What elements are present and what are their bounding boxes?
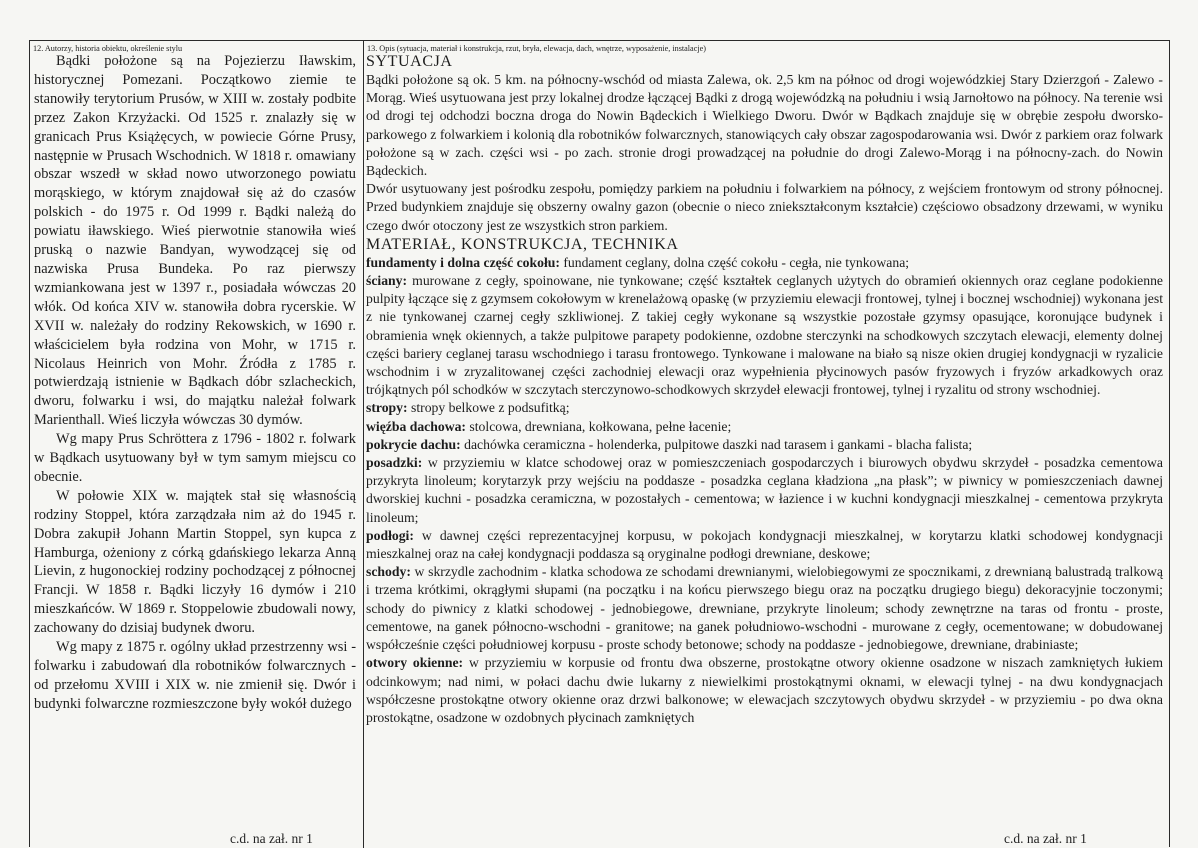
material-text: w dawnej części reprezentacyjnej korpusu, w pokojach kondygnacji mieszkalnej, w korytarzu klatki schodowej kondygnacji mieszkalnej oraz na całej kondygnacji poddasza są oryginalne podłogi drewniane, deskowe; bbox=[366, 527, 1163, 562]
material-text: murowane z cegły, spoinowane, nie tynkowane; część kształtek ceglanych użytych do obramień okiennych oraz ceglane podokienne pulpity łączące się z gzymsem cokołowym w krenelażową opaskę (w przyziemiu elewacji frontowej, tylnej i bocznej wschodniej) wykonana jest z nie tynkowanej czarnej cegły szkliwionej. Z takiej cegły wykonane są wszystkie pozostałe gzymsy opasujące, koronujące budynek i obramienia wnęk okiennych, a także pulpitowe parapety podokienne, ozdobne sterczynki na schodkowych szczytach elewacji, elementy dolnej części bariery ceglanej tarasu wschodniego i tarasu frontowego. Tynkowane i malowane na biało są nisze okien drugiej kondygnacji w ryzalicie wschodnim i w zryzalitowanej części zachodniej elewacji oraz wypełnienia płycinowych pasów fryzowych i fryzów arkadkowych oraz trójkątnych pól schodków w szczytach sterczynowo-schodkowych skrzydeł elewacji frontowej, tylnej i ryzalitu od strony wschodniej. bbox=[366, 273, 1163, 398]
material-text: dachówka ceramiczna - holenderka, pulpitowe daszki nad tarasem i gankami - blacha falista; bbox=[460, 436, 973, 452]
material-item bbox=[366, 418, 1163, 436]
history-paragraph: Wg mapy z 1875 r. ogólny układ przestrzenny wsi - folwarku i zabudowań dla robotników folwarcznych - od przełomu XVIII i XIX w. nie zmienił się. Dwór i budynki folwarczne rozmieszczone były wokół dużego bbox=[34, 639, 356, 712]
situation-paragraph: Dwór usytuowany jest pośrodku zespołu, pomiędzy parkiem na południu i folwarkiem na północy, z wejściem frontowym od strony północnej. Przed budynkiem znajduje się obszerny owalny gazon (obecnie o nieco zniekształconym kształcie) częściowo obsadzony drzewami, w wyniku czego dwór otoczony jest ze wszystkich stron parkiem. bbox=[366, 181, 1163, 233]
material-item bbox=[366, 436, 1163, 454]
material-text: w przyziemiu w klatce schodowej oraz w pomieszczeniach gospodarczych i biurowych obydwu skrzydeł - posadzka cementowa przykryta linoleum; korytarzyk przy wejściu na poddasze - posadzka ceglana kładziona „na płask”; w piwnicy w pomieszczeniach dawnej dworskiej kuchni - posadzka ceramiczna, w pozostałych - cementowa; w łazience i w kuchni kondygnacji mieszkalnej - cementowa przykryta linoleum; bbox=[366, 455, 1163, 525]
material-term: otwory okienne: bbox=[366, 655, 464, 671]
material-item bbox=[366, 563, 1163, 654]
situation-paragraph: Bądki położone są ok. 5 km. na północny-wschód od miasta Zalewa, ok. 2,5 km na północ od drogi wojewódzkiej Stary Dzierzgoń - Zalewo - Morąg. Wieś usytuowana jest przy lokalnej drodze łączącej Bądki z drogą wojewódzką na południu i wsią Jarnołtowo na północy. Na terenie wsi od drogi tej odchodzi boczna droga do Nowin Bądeckich i Wielkiego Dworu. Dwór w Bądkach znajduje się w obrębie zespołu dworsko-parkowego z folwarkiem i kolonią dla robotników folwarcznych, stanowiących cały obszar zagospodarowania wsi. Dwór z parkiem oraz folwark położone są w zach. części wsi - po zach. stronie drogi prowadzącej na południe do drogi Zalewo-Morąg i na północny-zach. do Nowin Bądeckich. bbox=[366, 72, 1163, 179]
material-text: fundament ceglany, dolna część cokołu - cegła, nie tynkowana; bbox=[559, 254, 910, 270]
material-text: w skrzydle zachodnim - klatka schodowa ze schodami drewnianymi, wielobiegowymi ze spocznikami, z drewnianą balustradą tralkową i trzema krótkimi, okrągłymi słupami (na początku i na końcu pierwszego biegu oraz na początku drugiego biegu) dekoracyjnie toczonymi; schody do piwnicy z klatki schodowej - jednobiegowe, drewniane, przykryte linoleum; schody zewnętrzne na taras od frontu - proste, cementowe, na ganek północno-wschodni - granitowe; na ganek południowo-wschodni - murowane z cegły, ocementowane; w dobudowanej współcześnie części południowej korpusu - proste schody betonowe; schody na poddasze - jednobiegowe, drewniane, drabiniaste; bbox=[366, 564, 1163, 653]
material-item bbox=[366, 454, 1163, 527]
material-item bbox=[366, 399, 1163, 417]
material-item bbox=[366, 254, 1163, 272]
column-divider bbox=[363, 41, 364, 848]
material-text: stolcowa, drewniana, kołkowana, pełne łacenie; bbox=[466, 418, 732, 434]
material-item bbox=[366, 527, 1163, 563]
material-item bbox=[366, 654, 1163, 727]
material-term: więźba dachowa: bbox=[366, 418, 466, 434]
material-term: ściany: bbox=[366, 273, 408, 289]
material-text: stropy belkowe z podsufitką; bbox=[407, 400, 570, 416]
history-paragraph: Wg mapy Prus Schröttera z 1796 - 1802 r. folwark w Bądkach usytuowany był w tym samym miejscu co obecnie. bbox=[34, 431, 356, 485]
history-paragraph: W połowie XIX w. majątek stał się własnością rodziny Stoppel, która zarządzała nim aż do 1945 r. Dobra zakupił Johann Martin Stoppel, syn kupca z Hamburga, ożeniony z córką gdańskiego lekarza Anną Lievin, z hugonockiej rodziny pochodzącej z północnej Francji. W 1858 r. Bądki liczyły 16 dymów i 210 mieszkańców. W 1869 r. Stoppelowie zbudowali nowy, zachowany do dzisiaj budynek dworu. bbox=[34, 487, 356, 637]
left-field-label: 12. Autorzy, historia obiektu, określenie stylu bbox=[33, 44, 183, 53]
material-text: w przyziemiu w korpusie od frontu dwa obszerne, prostokątne otwory okienne osadzone w niszach zamkniętych łukiem odcinkowym; nad nimi, w połaci dachu dwie lukarny z niewielkimi prostokątnymi oknami, w elewacji tylnej - na dwu kondygnacjach współczesne prostokątne otwory okienne oraz drzwi balkonowe; w elewacjach szczytowych obydwu skrzydeł - w przyziemiu - po dwa okna prostokątne, osadzone w ozdobnych płycinach zamkniętych bbox=[366, 655, 1163, 725]
section-heading-material: MATERIAŁ, KONSTRUKCJA, TECHNIKA bbox=[366, 235, 679, 253]
continuation-note-right: c.d. na zał. nr 1 bbox=[1004, 831, 1087, 846]
material-term: schody: bbox=[366, 564, 411, 580]
right-field-label: 13. Opis (sytuacja, materiał i konstrukcja, rzut, bryła, elewacja, dach, wnętrze, wyposażenie, instalacje) bbox=[367, 44, 706, 53]
history-paragraph: Bądki położone są na Pojezierzu Iławskim, historycznej Pomezani. Początkowo ziemie te stanowiły terytorium Prusów, w XIII w. zostały podbite przez Zakon Krzyżacki. Od 1525 r. znalazły się w granicach Prus Książęcych, w powiecie Górne Prusy, następnie w Prusach Wschodnich. W 1818 r. omawiany obszar wszedł w skład nowo utworzonego powiatu morąskiego, w którym znajdował się aż do czasów polskich - do 1975 r. Od 1999 r. Bądki należą do powiatu iławskiego. Wieś pierwotnie stanowiła wieś pruską o nazwie Bandyan, wywodzącej się od nazwiska Prusa Bundeka. Po raz pierwszy wzmiankowana jest w 1397 r., posiadała wówczas 20 włók. Od końca XIV w. stanowiła dobra rycerskie. W XVII w. należały do rodziny Rekowskich, w 1690 r. właścicielem była rodzina von Mohr, w 1715 r. Nicolaus Heinrich von Mohr. Źródła z 1785 r. potwierdzają istnienie w Bądkach dóbr szlacheckich, dworu, folwarku i wsi, do majątku należał folwark Marienthall. Wieś liczyła wówczas 30 dymów. bbox=[34, 53, 356, 429]
material-term: pokrycie dachu: bbox=[366, 436, 461, 452]
continuation-note-left: c.d. na zał. nr 1 bbox=[230, 831, 313, 846]
form-sheet bbox=[29, 40, 1170, 847]
material-term: podłogi: bbox=[366, 527, 414, 543]
material-term: posadzki: bbox=[366, 455, 423, 471]
material-term: stropy: bbox=[366, 400, 408, 416]
description-column bbox=[366, 52, 1163, 727]
section-heading-sytuacja: SYTUACJA bbox=[366, 53, 453, 70]
material-term: fundamenty i dolna część cokołu: bbox=[366, 254, 560, 270]
material-item bbox=[366, 272, 1163, 399]
history-column bbox=[34, 52, 356, 714]
